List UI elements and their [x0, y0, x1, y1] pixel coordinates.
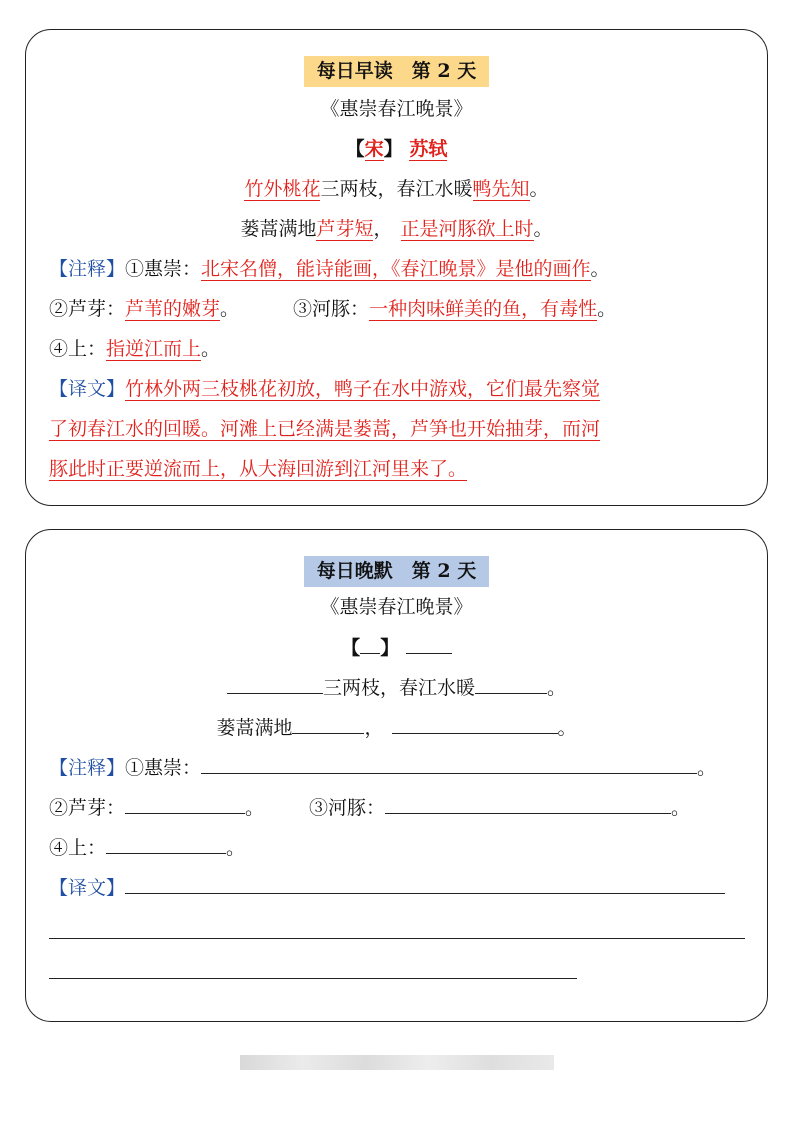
line1-answer-a: 竹外桃花 — [244, 178, 321, 200]
note2-end: 。 — [245, 797, 265, 819]
line2-answer-b: 芦芽短 — [316, 218, 374, 240]
line2-blank-b[interactable] — [292, 709, 364, 734]
note4-end: 。 — [226, 837, 246, 859]
note3-end: 。 — [597, 298, 617, 320]
note2-label: ②芦芽： — [49, 797, 126, 819]
note-tag: 【注释】 — [49, 258, 126, 280]
note3-end: 。 — [671, 797, 691, 819]
note-row-2 — [26, 289, 767, 329]
note1-end: 。 — [590, 258, 610, 280]
title-row — [26, 551, 767, 591]
line2-text: 蒌蒿满地 — [216, 717, 293, 739]
blurred-watermark — [240, 1055, 554, 1070]
line1-text-d: 。 — [529, 178, 549, 200]
translation-line-2: 了初春江水的回暖。河滩上已经满是蒌蒿，芦笋也开始抽芽，而河 — [49, 418, 601, 440]
line1-answer-c: 鸭先知 — [472, 178, 530, 200]
author-blank[interactable] — [406, 629, 452, 654]
author-row — [26, 129, 767, 169]
line1-text-b: 三两枝，春江水暖 — [320, 178, 473, 200]
note-row-4 — [26, 828, 767, 868]
evening-title: 每日晚默 第 2 天 — [304, 556, 489, 587]
line2-comma: ， — [373, 218, 393, 240]
poem-line-2 — [26, 209, 767, 249]
line2-comma: ， — [364, 717, 384, 739]
note4-end: 。 — [201, 338, 221, 360]
note2-end: 。 — [220, 298, 240, 320]
translation-blank-3[interactable] — [49, 978, 577, 979]
note-tag: 【注释】 — [49, 757, 126, 779]
translation-tag: 【译文】 — [49, 378, 126, 400]
note3-label: ③河豚： — [309, 797, 386, 819]
note4-blank[interactable] — [106, 829, 226, 854]
translation-row-1 — [26, 868, 767, 908]
note2-label: ②芦芽： — [49, 298, 126, 320]
note3-label: ③河豚： — [293, 298, 370, 320]
note-row-4 — [26, 329, 767, 369]
note-row-2 — [26, 788, 767, 828]
translation-blank-1[interactable] — [125, 869, 725, 894]
translation-row-1 — [26, 369, 767, 409]
line1-end: 。 — [547, 677, 567, 699]
morning-title: 每日早读 第 2 天 — [304, 56, 489, 87]
line1-text: 三两枝，春江水暖 — [322, 677, 475, 699]
note3-answer: 一种肉味鲜美的鱼，有毒性 — [369, 298, 598, 320]
translation-tag: 【译文】 — [49, 877, 126, 899]
dynasty-blank[interactable] — [360, 629, 380, 654]
poem-title: 《惠崇春江晚景》 — [320, 596, 473, 618]
bracket-open: 【 — [345, 138, 365, 160]
line2-end: 。 — [533, 218, 553, 240]
translation-line-3: 豚此时正要逆流而上，从大海回游到江河里来了。 — [49, 458, 468, 480]
note1-end: 。 — [697, 757, 717, 779]
line1-blank-c[interactable] — [475, 669, 547, 694]
note4-answer: 指逆江而上 — [106, 338, 202, 360]
title-row — [26, 51, 767, 91]
morning-reading-card — [25, 29, 768, 506]
poem-line-1 — [26, 169, 767, 209]
translation-row-2 — [26, 409, 767, 449]
poem-line-2 — [26, 708, 767, 748]
poem-title: 《惠崇春江晚景》 — [320, 98, 473, 120]
poem-line-1 — [26, 668, 767, 708]
line2-end: 。 — [557, 717, 577, 739]
note1-blank[interactable] — [201, 749, 697, 774]
note4-label: ④上： — [49, 338, 107, 360]
note4-label: ④上： — [49, 837, 107, 859]
note2-answer: 芦苇的嫩芽 — [125, 298, 221, 320]
translation-blank-2[interactable] — [49, 938, 745, 939]
line2-blank-d[interactable] — [392, 709, 558, 734]
dynasty: 宋 — [364, 138, 384, 160]
translation-line-1: 竹林外两三枝桃花初放，鸭子在水中游戏，它们最先察觉 — [125, 378, 601, 400]
author-row — [26, 628, 767, 668]
translation-row-3 — [26, 449, 767, 489]
bracket-close: 】 — [380, 637, 400, 659]
line1-blank-a[interactable] — [227, 669, 323, 694]
note2-blank[interactable] — [125, 789, 245, 814]
note1-answer: 北宋名僧，能诗能画，《春江晚景》是他的画作 — [201, 258, 591, 280]
note1-label: ①惠崇： — [125, 757, 202, 779]
note-row-1 — [26, 249, 767, 289]
note3-blank[interactable] — [385, 789, 671, 814]
author: 苏轼 — [409, 138, 448, 160]
evening-dictation-card — [25, 529, 768, 1022]
bracket-close: 】 — [383, 138, 403, 160]
line2-text-a: 蒌蒿满地 — [240, 218, 317, 240]
note-row-1 — [26, 748, 767, 788]
line2-answer-d: 正是河豚欲上时 — [400, 218, 534, 240]
bracket-open: 【 — [341, 637, 361, 659]
note1-label: ①惠崇： — [125, 258, 202, 280]
